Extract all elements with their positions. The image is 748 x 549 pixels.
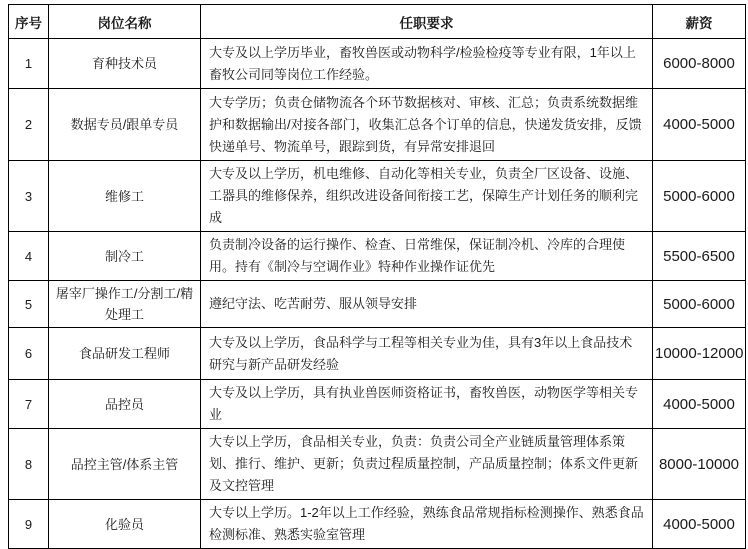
column-header-requirements: 任职要求 — [201, 5, 653, 39]
table-row — [9, 500, 746, 549]
row-index: 2 — [9, 89, 49, 161]
table-row — [9, 380, 746, 429]
table-row — [9, 281, 746, 328]
job-requirements: 大专及以上学历，机电维修、自动化等相关专业，负责全厂区设备、设施、工器具的维修保养，组织改进设备间衔接工艺，保障生产计划任务的顺利完成 — [201, 161, 653, 232]
salary-range: 4000-5000 — [653, 500, 746, 549]
position-name: 品控主管/体系主管 — [49, 429, 201, 500]
position-name: 化验员 — [49, 500, 201, 549]
job-requirements: 大专以上学历。1-2年以上工作经验，熟练食品常规指标检测操作、熟悉食品检测标准、熟悉实验室管理 — [201, 500, 653, 549]
table-row — [9, 232, 746, 281]
job-requirements: 大专学历；负责仓储物流各个环节数据核对、审核、汇总；负责系统数据维护和数据输出/对接各部门，收集汇总各个订单的信息，快递发货安排，反馈快递单号、物流单号，跟踪到货，有异常安排退回 — [201, 89, 653, 161]
salary-range: 8000-10000 — [653, 429, 746, 500]
job-requirements: 负责制冷设备的运行操作、检查、日常维保，保证制冷机、冷库的合理使用。持有《制冷与空调作业》特种作业操作证优先 — [201, 232, 653, 281]
table-row — [9, 39, 746, 89]
table-row — [9, 328, 746, 380]
row-index: 6 — [9, 328, 49, 380]
row-index: 4 — [9, 232, 49, 281]
table-row — [9, 89, 746, 161]
salary-range: 6000-8000 — [653, 39, 746, 89]
table-header-row — [9, 5, 746, 39]
column-header-position: 岗位名称 — [49, 5, 201, 39]
salary-range: 5000-6000 — [653, 161, 746, 232]
row-index: 8 — [9, 429, 49, 500]
table-row — [9, 161, 746, 232]
salary-range: 10000-12000 — [653, 328, 746, 380]
position-name: 品控员 — [49, 380, 201, 429]
position-name: 制冷工 — [49, 232, 201, 281]
table-row — [9, 429, 746, 500]
row-index: 9 — [9, 500, 49, 549]
column-header-index: 序号 — [9, 5, 49, 39]
salary-range: 5500-6500 — [653, 232, 746, 281]
position-name: 食品研发工程师 — [49, 328, 201, 380]
position-name: 屠宰厂操作工/分割工/精处理工 — [49, 281, 201, 328]
row-index: 7 — [9, 380, 49, 429]
job-requirements: 遵纪守法、吃苦耐劳、服从领导安排 — [201, 281, 653, 328]
job-requirements: 大专以上学历，食品相关专业，负责：负责公司全产业链质量管理体系策划、推行、维护、更新；负责过程质量控制，产品质量控制；体系文件更新及文控管理 — [201, 429, 653, 500]
salary-range: 5000-6000 — [653, 281, 746, 328]
position-name: 维修工 — [49, 161, 201, 232]
position-name: 育种技术员 — [49, 39, 201, 89]
salary-range: 4000-5000 — [653, 89, 746, 161]
job-requirements: 大专及以上学历，具有执业兽医师资格证书，畜牧兽医，动物医学等相关专业 — [201, 380, 653, 429]
job-requirements: 大专及以上学历毕业，畜牧兽医或动物科学/检验检疫等专业有限，1年以上畜牧公司同等岗位工作经验。 — [201, 39, 653, 89]
salary-range: 4000-5000 — [653, 380, 746, 429]
job-positions-table — [8, 4, 746, 549]
row-index: 1 — [9, 39, 49, 89]
position-name: 数据专员/跟单专员 — [49, 89, 201, 161]
job-requirements: 大专及以上学历，食品科学与工程等相关专业为佳，具有3年以上食品技术研究与新产品研发经验 — [201, 328, 653, 380]
column-header-salary: 薪资 — [653, 5, 746, 39]
row-index: 3 — [9, 161, 49, 232]
row-index: 5 — [9, 281, 49, 328]
